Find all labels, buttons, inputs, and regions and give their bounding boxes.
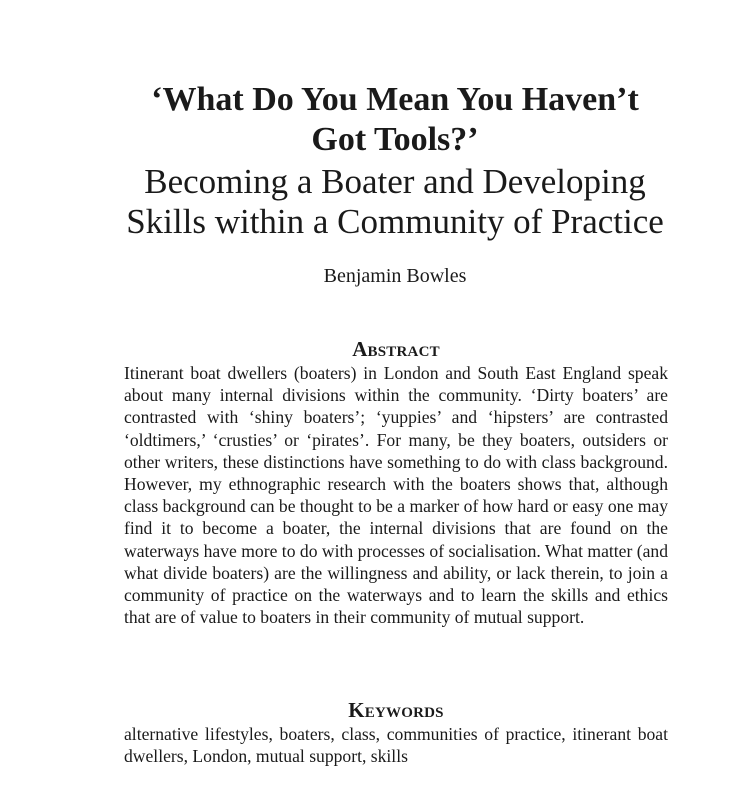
keywords-heading: Keywords xyxy=(348,698,444,722)
abstract-text: Itinerant boat dwellers (boaters) in London and South East England speak about many internal divisions within the community. ‘Dirty boaters’ are contrasted with ‘shiny boaters’; ‘yuppies’ and ‘hipsters’ are contrasted ‘oldtimers,’ ‘crusties’ or ‘pirates’. For many, be they boaters, outsiders or other writers, these distinctions have something to do with class background. However, my ethnographic research with the boaters shows that, although class background can be thought to be a marker of how hard or easy one may find it to become a boater, the internal divisions that are found on the waterways have more to do with processes of socialisation. What matter (and what divide boaters) are the willingness and ability, or lack therein, to join a community of practice on the waterways and to learn the skills and ethics that are of value to boaters in their community of mutual support. xyxy=(124,363,668,628)
author-name: Benjamin Bowles xyxy=(323,265,467,287)
article-subtitle: Becoming a Boater and Developing Skills within a Community of Practice xyxy=(126,162,664,241)
article-title: ‘What Do You Mean You Haven’t Got Tools?’ xyxy=(151,81,639,158)
abstract-heading: Abstract xyxy=(352,337,440,361)
keywords-text: alternative lifestyles, boaters, class, communities of practice, itinerant boat dwellers, London, mutual support, skills xyxy=(124,724,668,767)
